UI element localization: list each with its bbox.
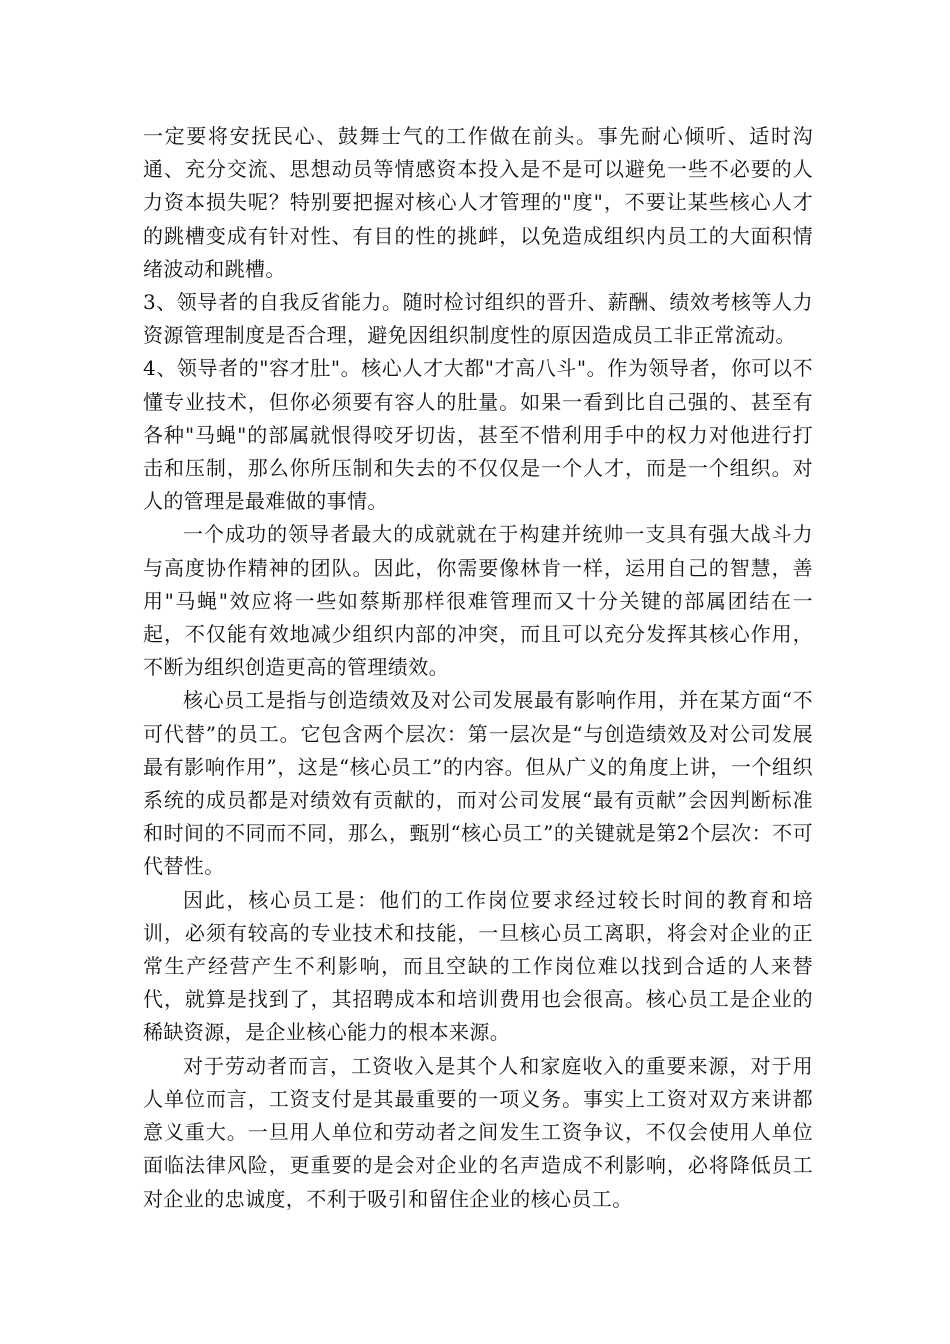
paragraph-item-3: 3、领导者的自我反省能力。随时检讨组织的晋升、薪酬、绩效考核等人力资源管理制度是否合理，避免因组织制度性的原因造成员工非正常流动。 xyxy=(143,290,813,348)
paragraph-wages: 对于劳动者而言，工资收入是其个人和家庭收入的重要来源，对于用人单位而言，工资支付是其最重要的一项义务。事实上工资对双方来讲都意义重大。一旦用人单位和劳动者之间发生工资争议，不仅会使用人单位面临法律风险，更重要的是会对企业的名声造成不利影响，必将降低员工对企业的忠诚度，不利于吸引和留住企业的核心员工。 xyxy=(143,1053,813,1211)
paragraph-leader-success: 一个成功的领导者最大的成就就在于构建并统帅一支具有强大战斗力与高度协作精神的团队。因此，你需要像林肯一样，运用自己的智慧，善用"马蝇"效应将一些如蔡斯那样很难管理而又十分关键的部属团结在一起，不仅能有效地减少组织内部的冲突，而且可以充分发挥其核心作用，不断为组织创造更高的管理绩效。 xyxy=(143,522,813,680)
paragraph-core-employee-therefore: 因此，核心员工是：他们的工作岗位要求经过较长时间的教育和培训，必须有较高的专业技术和技能，一旦核心员工离职，将会对企业的正常生产经营产生不利影响，而且空缺的工作岗位难以找到合适的人来替代，就算是找到了，其招聘成本和培训费用也会很高。核心员工是企业的稀缺资源，是企业核心能力的根本来源。 xyxy=(143,887,813,1045)
document-body xyxy=(143,120,813,1216)
paragraph-continuation: 一定要将安抚民心、鼓舞士气的工作做在前头。事先耐心倾听、适时沟通、充分交流、思想动员等情感资本投入是不是可以避免一些不必要的人力资本损失呢？特别要把握对核心人才管理的"度"，不要让某些核心人才的跳槽变成有针对性、有目的性的挑衅，以免造成组织内员工的大面积情绪波动和跳槽。 xyxy=(143,124,813,281)
paragraph-item-4: 4、领导者的"容才肚"。核心人才大都"才高八斗"。作为领导者，你可以不懂专业技术，但你必须要有容人的肚量。如果一看到比自己强的、甚至有各种"马蝇"的部属就恨得咬牙切齿，甚至不惜利用手中的权力对他进行打击和压制，那么你所压制和失去的不仅仅是一个人才，而是一个组织。对人的管理是最难做的事情。 xyxy=(143,356,813,514)
paragraph-core-employee-definition: 核心员工是指与创造绩效及对公司发展最有影响作用，并在某方面“不可代替”的员工。它包含两个层次：第一层次是“与创造绩效及对公司发展最有影响作用”，这是“核心员工”的内容。但从广义的角度上讲，一个组织系统的成员都是对绩效有贡献的，而对公司发展“最有贡献”会因判断标准和时间的不同而不同，那么，甄别“核心员工”的关键就是第2个层次：不可代替性。 xyxy=(143,688,813,879)
